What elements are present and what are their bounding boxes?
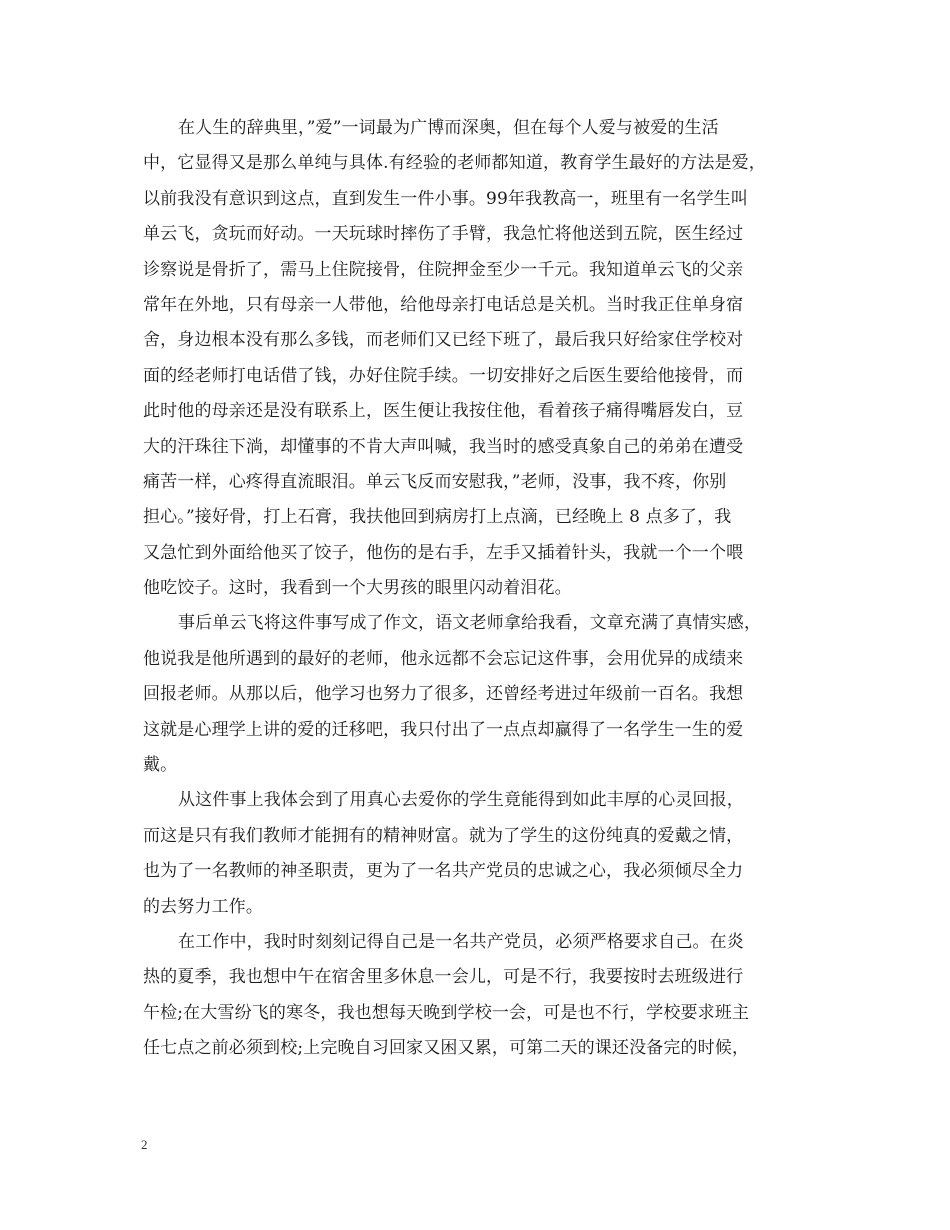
paragraph-1-line-9: 此时他的母亲还是没有联系上，医生便让我按住他，看着孩子痛得嘴唇发白，豆 <box>143 401 744 422</box>
paragraph-2-line-5: 戴。 <box>143 755 178 776</box>
paragraph-1-line-2: 中，它显得又是那么单纯与具体.有经验的老师都知道，教育学生最好的方法是爱， <box>143 153 766 174</box>
body-text <box>143 111 813 1067</box>
paragraph-4-line-2: 热的夏季，我也想中午在宿舍里多休息一会儿，可是不行，我要按时去班级进行 <box>143 967 744 988</box>
paragraph-1-line-8: 面的经老师打电话借了钱，办好住院手续。一切安排好之后医生要给他接骨，而 <box>143 365 744 386</box>
paragraph-1-line-1: 在人生的辞典里，”爱”一词最为广博而深奥，但在每个人爱与被爱的生活 <box>178 118 719 138</box>
paragraph-4-line-1: 在工作中，我时时刻刻记得自己是一名共产党员，必须严格要求自己。在炎 <box>178 931 744 952</box>
paragraph-1-line-10: 大的汗珠往下淌，却懂事的不肯大声叫喊，我当时的感受真象自己的弟弟在遭受 <box>143 436 744 457</box>
paragraph-2-line-1: 事后单云飞将这件事写成了作文，语文老师拿给我看，文章充满了真情实感， <box>178 613 762 634</box>
paragraph-1-line-5: 诊察说是骨折了，需马上住院接骨，住院押金至少一千元。我知道单云飞的父亲 <box>143 259 744 280</box>
paragraph-1-line-3: 以前我没有意识到这点，直到发生一件小事。99年我教高一，班里有一名学生叫 <box>143 188 749 209</box>
paragraph-4-line-4: 任七点之前必须到校;上完晚自习回家又困又累，可第二天的课还没备完的时候， <box>143 1038 750 1059</box>
paragraph-1-line-13: 又急忙到外面给他买了饺子，他伤的是右手，左手又插着针头，我就一个一个喂 <box>143 542 744 563</box>
paragraph-1-line-14: 他吃饺子。这时，我看到一个大男孩的眼里闪动着泪花。 <box>143 578 572 599</box>
paragraph-3-line-4: 的去努力工作。 <box>143 896 264 917</box>
paragraph-1-line-12: 担心。”接好骨，打上石膏，我扶他回到病房打上点滴，已经晚上 8 点多了，我 <box>143 507 732 528</box>
paragraph-2-line-3: 回报老师。从那以后，他学习也努力了很多，还曾经考进过年级前一百名。我想 <box>143 684 744 705</box>
paragraph-3-line-3: 也为了一名教师的神圣职责，更为了一名共产党员的忠诚之心，我必须倾尽全力 <box>143 861 744 882</box>
paragraph-3-line-1: 从这件事上我体会到了用真心去爱你的学生竟能得到如此丰厚的心灵回报， <box>178 790 744 811</box>
page-number: 2 <box>141 1137 148 1152</box>
paragraph-1-line-6: 常年在外地，只有母亲一人带他，给他母亲打电话总是关机。当时我正住单身宿 <box>143 294 744 315</box>
paragraph-2-line-4: 这就是心理学上讲的爱的迁移吧，我只付出了一点点却赢得了一名学生一生的爱 <box>143 719 744 740</box>
paragraph-1-line-7: 舍，身边根本没有那么多钱，而老师们又已经下班了，最后我只好给家住学校对 <box>143 330 744 351</box>
paragraph-3-line-2: 而这是只有我们教师才能拥有的精神财富。就为了学生的这份纯真的爱戴之情， <box>143 825 744 846</box>
paragraph-1-line-11: 痛苦一样，心疼得直流眼泪。单云飞反而安慰我，”老师，没事，我不疼，你别 <box>143 471 727 492</box>
paragraph-4-line-3: 午检;在大雪纷飞的寒冬，我也想每天晚到学校一会，可是也不行，学校要求班主 <box>143 1002 750 1023</box>
paragraph-2-line-2: 他说我是他所遇到的最好的老师，他永远都不会忘记这件事，会用优异的成绩来 <box>143 648 744 669</box>
paragraph-1-line-4: 单云飞，贪玩而好动。一天玩球时摔伤了手臂，我急忙将他送到五院，医生经过 <box>143 224 744 245</box>
